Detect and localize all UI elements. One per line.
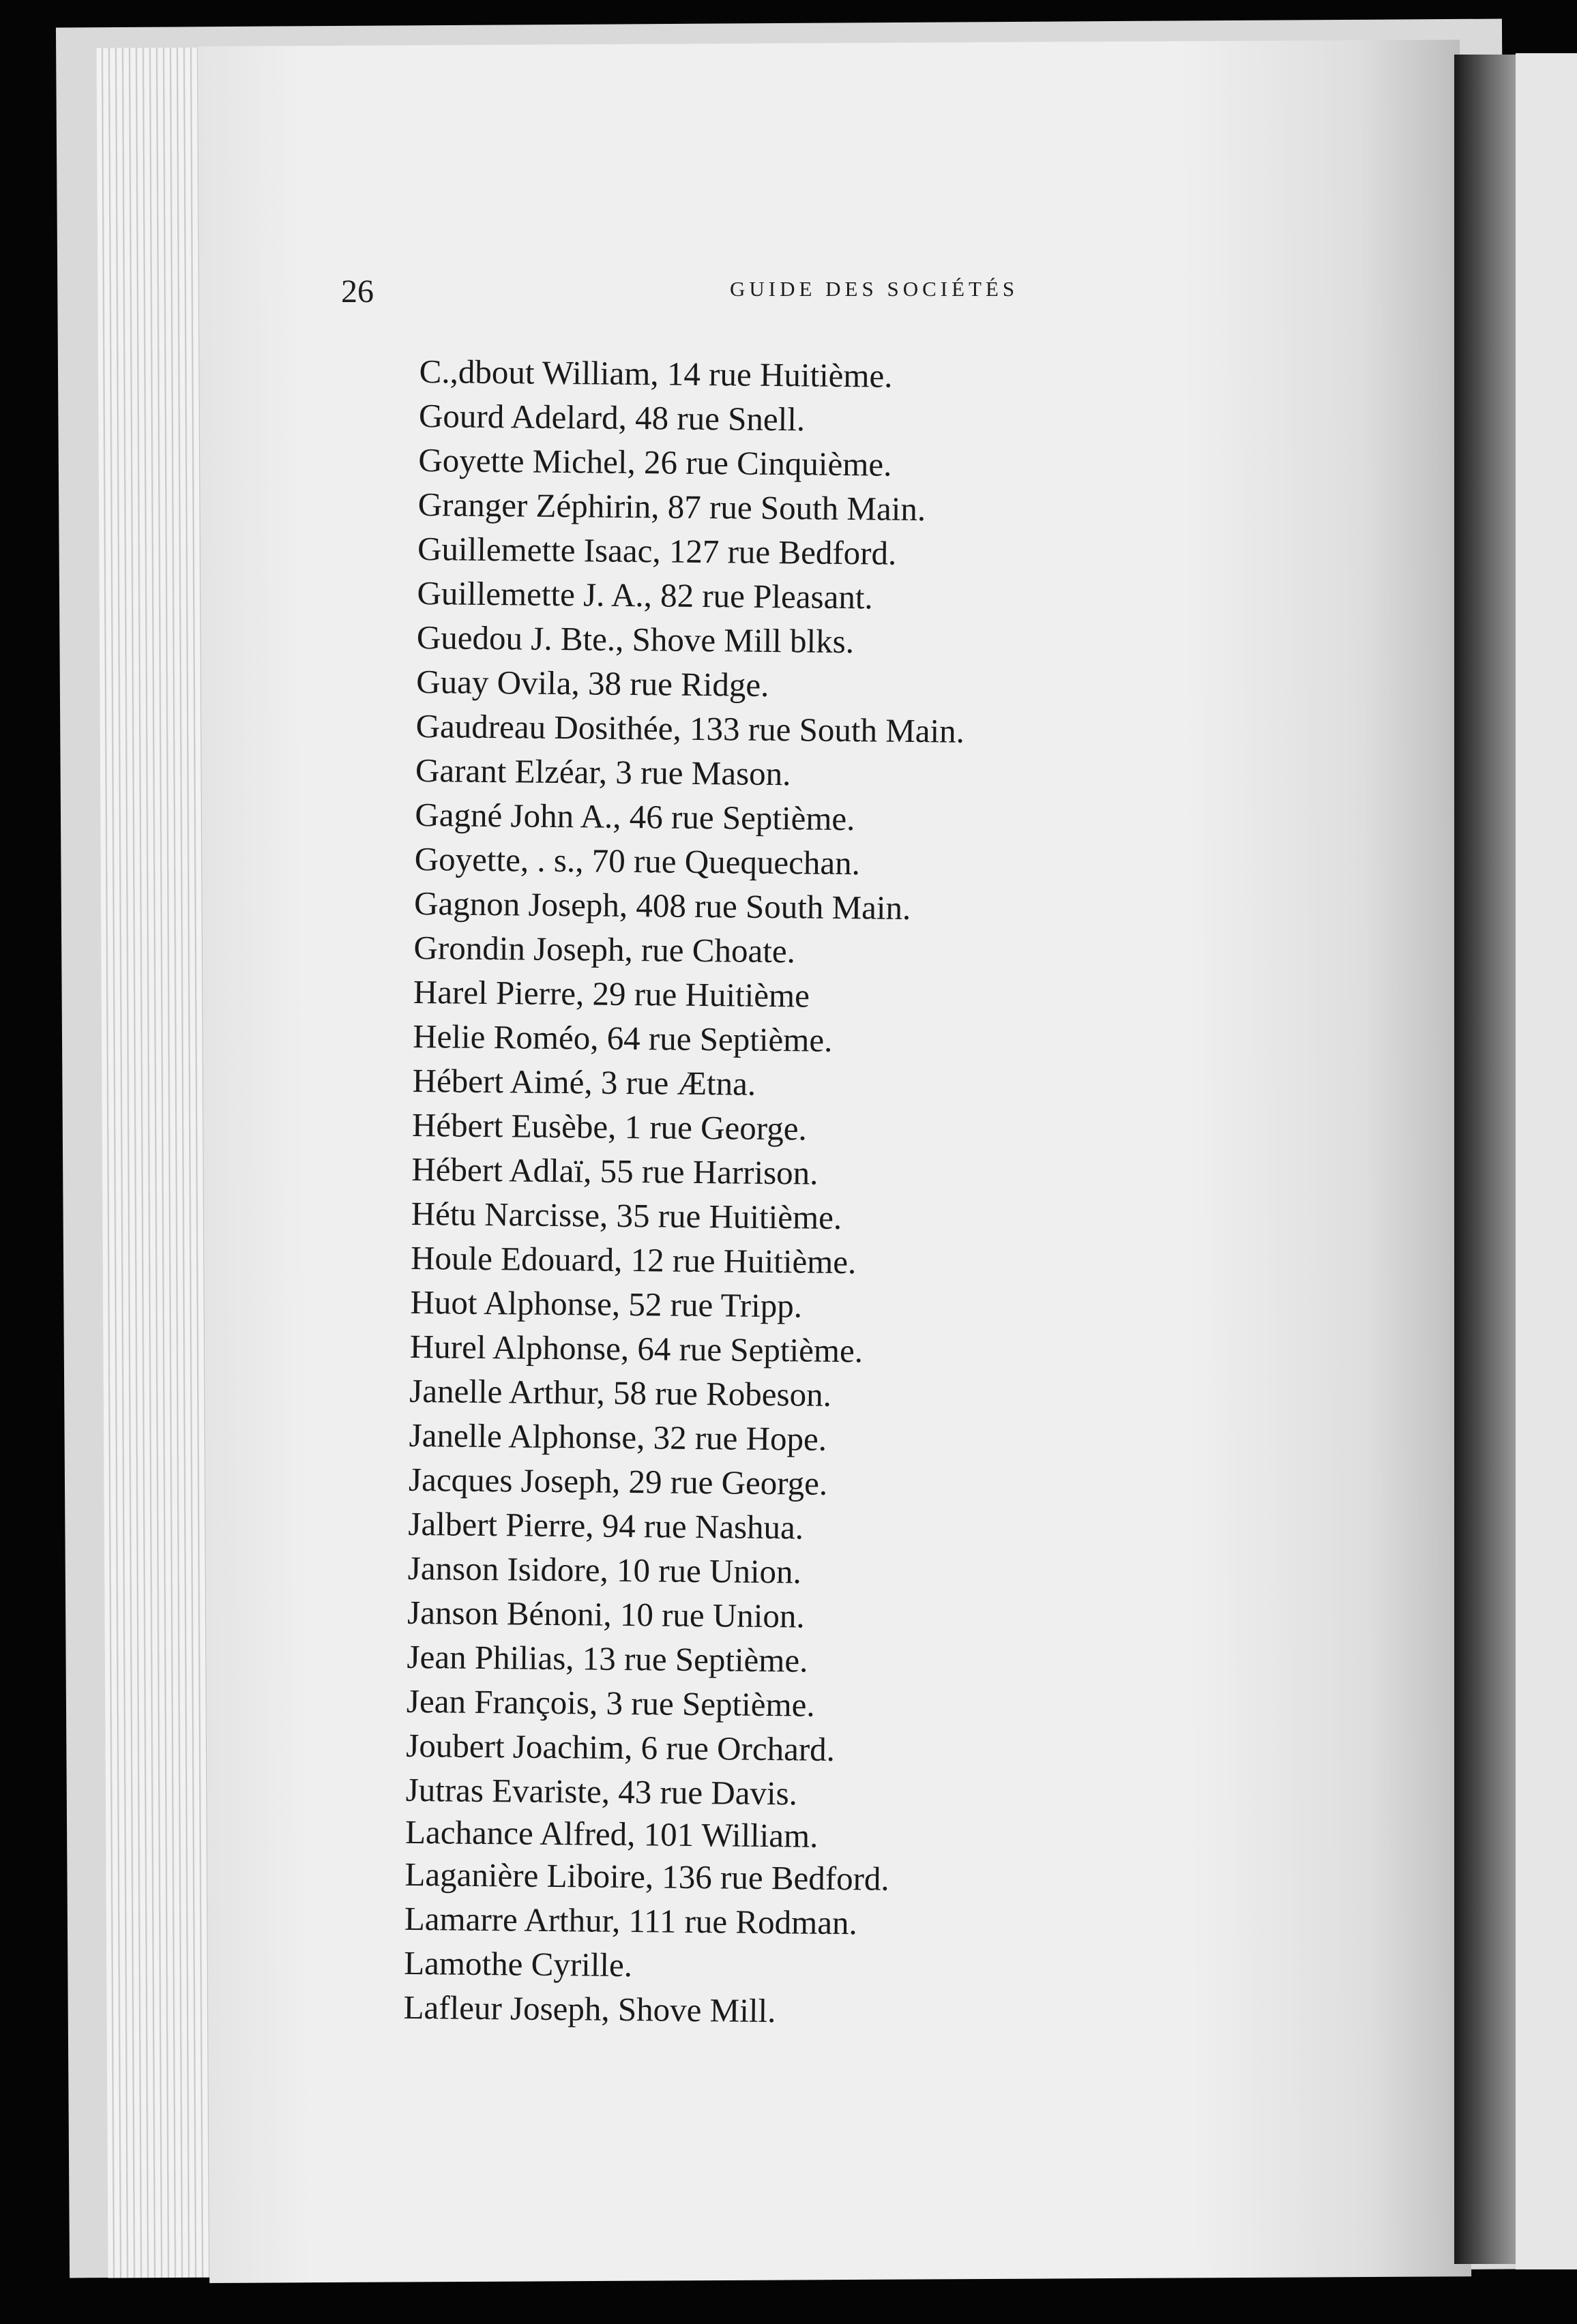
list-item: Jean François, 3 rue Septième. [406,1682,815,1724]
list-item: Jean Philias, 13 rue Septième. [407,1637,808,1680]
running-head: GUIDE DES SOCIÉTÉS [730,277,1019,301]
page-number: 26 [341,273,374,310]
list-item: Guay Ovila, 38 rue Ridge. [416,662,769,704]
list-item: Hébert Aimé, 3 rue Ætna. [412,1061,756,1103]
list-item: Lamothe Cyrille. [404,1943,633,1984]
list-item: Janson Bénoni, 10 rue Union. [407,1593,805,1635]
list-item: Laganière Liboire, 136 rue Bedford. [404,1855,889,1898]
list-item: Janson Isidore, 10 rue Union. [407,1549,802,1591]
list-item: Gagnon Joseph, 408 rue South Main. [413,884,911,927]
list-item: Huot Alphonse, 52 rue Tripp. [410,1283,803,1325]
list-item: Hébert Eusèbe, 1 rue George. [411,1105,808,1148]
list-item: Helie Roméo, 64 rue Septième. [413,1017,833,1059]
list-item: Lachance Alfred, 101 William. [404,1813,819,1855]
list-item: Janelle Arthur, 58 rue Robeson. [409,1371,832,1414]
list-item: Guillemette Isaac, 127 rue Bedford. [417,529,897,572]
list-item: Goyette, . s., 70 rue Quequechan. [414,839,861,882]
facing-page-edge [1516,53,1577,2269]
list-item: Granger Zéphirin, 87 rue South Main. [417,485,926,528]
list-item: Hébert Adlaï, 55 rue Harrison. [411,1150,819,1192]
list-item: Grondin Joseph, rue Choate. [413,928,796,970]
list-item: Joubert Joachim, 6 rue Orchard. [406,1726,836,1768]
list-item: Harel Pierre, 29 rue Huitième [413,972,810,1015]
list-item: Gourd Adelard, 48 rue Snell. [418,396,806,438]
list-item: Guillemette J. A., 82 rue Pleasant. [417,573,873,616]
list-item: Gagné John A., 46 rue Septième. [415,795,855,838]
page-header [334,273,1085,321]
list-item: Jalbert Pierre, 94 rue Nashua. [408,1504,804,1547]
list-item: Garant Elzéar, 3 rue Mason. [415,751,791,793]
list-item: Hurel Alphonse, 64 rue Septième. [409,1327,864,1370]
list-item: Jutras Evariste, 43 rue Davis. [405,1770,798,1813]
gutter-shadow [1454,55,1516,2264]
list-item: Gaudreau Dosithée, 133 rue South Main. [415,706,965,750]
list-item: C.,dbout William, 14 rue Huitième. [419,352,893,395]
list-item: Janelle Alphonse, 32 rue Hope. [409,1416,827,1458]
list-item: Houle Edouard, 12 rue Huitième. [410,1238,857,1281]
list-item: Guedou J. Bte., Shove Mill blks. [416,618,855,661]
member-list [403,349,968,2035]
list-item: Lamarre Arthur, 111 rue Rodman. [404,1899,858,1942]
list-item: Goyette Michel, 26 rue Cinquième. [418,441,892,483]
list-item: Jacques Joseph, 29 rue George. [408,1460,828,1502]
list-item: Hétu Narcisse, 35 rue Huitième. [411,1194,842,1237]
list-item: Lafleur Joseph, Shove Mill. [403,1988,776,2030]
